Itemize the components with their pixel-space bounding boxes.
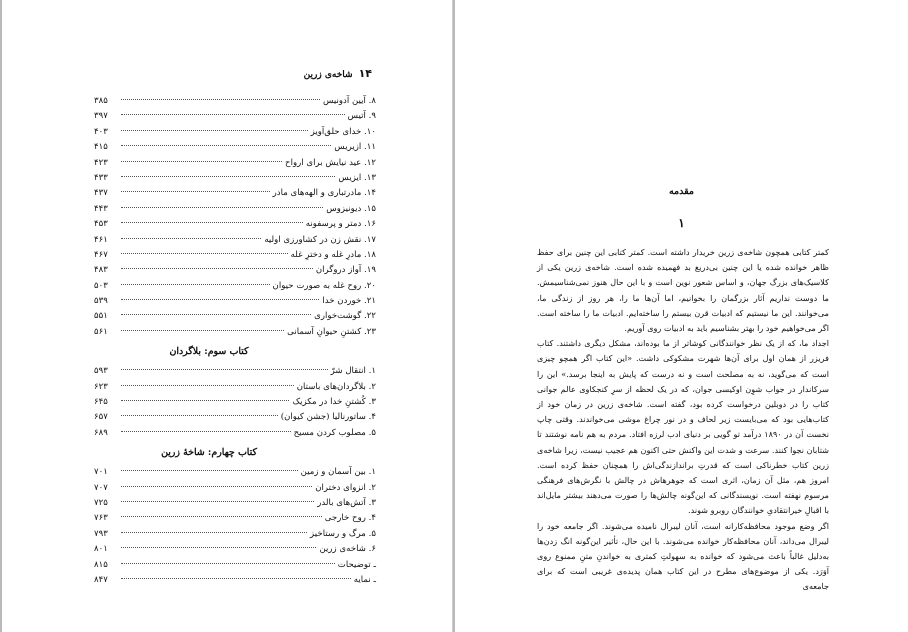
toc-entry-page: ۴۳۳ [94, 172, 108, 183]
toc-entry-page: ۵۳۹ [94, 296, 108, 307]
toc-entry-page: ۶۸۹ [94, 427, 108, 438]
toc-entry-title: ۵. مرگ و رستاخیز [310, 528, 376, 539]
toc-entry-page: ۷۲۵ [94, 497, 108, 508]
toc-entry-title: ـ توضیحات [337, 559, 376, 570]
toc-entry-page: ۶۴۵ [94, 397, 108, 408]
paragraph: کمتر کتابی همچون شاخه‌ی زرین خریدار داشته است. کمتر کتابی این چنین برای حفظ ظاهر خوانده شده یا این چنین بی‌دریغ بد فهمیده شده است. شاخه‌ی زرین یکی از کلاسیک‌های بزرگ جهان، و اساس شعور نوین است و با این حال هنوز نمی‌شناسیمش. ما دوست نداریم آثار بزرگمان را بخوانیم، اما آن‌ها ما را، هر روز از زندگی ما، می‌خوانند. این ما نیستیم که ادبیات قرن بیستم را ساخته‌ایم. ادبیات ما را ساخته است. اگر می‌خواهیم خود را بهتر بشناسیم باید به ادبیات روی آوریم. [537, 247, 829, 334]
toc-entry-page: ۴۵۳ [94, 219, 108, 230]
toc-entry-page: ۴۱۵ [94, 142, 108, 153]
toc-entry [94, 140, 376, 155]
toc-leader-dots [121, 314, 311, 315]
toc-entry-page: ۴۰۳ [94, 126, 108, 137]
toc-entry-title: ۹. آتیس [347, 111, 376, 122]
toc-leader-dots [121, 400, 289, 401]
toc-entry-title: ۲۱. خوردن خدا [322, 296, 376, 307]
toc-leader-dots [121, 191, 270, 192]
toc-leader-dots [121, 253, 288, 254]
paragraph: اگر وضع موجود محافظه‌کارانه است، آنان لیبرال نامیده می‌شوند. اگر جامعه خود را لیبرال می‌داند، آنان محافظه‌کار خوانده می‌شوند. با این حال، تأثیر این‌گونه انگ زدن‌ها به‌دلیل غالباً باعث می‌شود که خوانده به سهولتِ کمتری به خواندنِ متنِ ممنوع روی آوَرَد. یکی از موضوع‌های مطرح در این کتاب همان پدیده‌ی غریبی است که برای جامعه‌ی [537, 520, 829, 592]
toc-leader-dots [121, 130, 308, 131]
toc-entry-title: ۱. بین آسمان و زمین [300, 467, 376, 478]
toc-entry [94, 94, 376, 109]
toc-entry-title: ـ نمایه [353, 574, 376, 585]
toc-entry-page: ۷۶۳ [94, 513, 108, 524]
toc-leader-dots [121, 532, 307, 533]
paragraph: اجداد ما، که از یک نظر خوانندگانی کوشاتر از ما بوده‌اند، مشکل دیگری داشتند. کتاب فریزر از همان اول برای آن‌ها شهرت مشکوکی داشت. «این کتاب اگر همچو چیزی است که می‌گوید، نه به مصلحت است و نه درست که پایش به اینجا برسد.» این را سرکاندار در جواب شوِن اوکیسی جوان، که در یک لحظه از سرِ کنجکاوی عالم جوانی کتاب را در دوبلین درخواست کرده بود، گفته است. شاخه‌ی زرین در زمان خود از کتاب‌هایی بود که می‌بایست زیر لحاف و در نور چراغ موشی می‌خواندند. وقتی چاپ نخست آن در ۱۸۹۰ درآمد تو گویی بر دنیای ادب لرزه افتاد. مردم به هم نامه نوشتند تا شتابان نجوا کنند. سرعت و شدت این واکنش حتی اکنون هم عجیب نیست، زیرا شاخه‌ی زرین کتاب خطرناکی است که قدرتِ براندازندگی‌اش را همچنان حفظ کرده است. امروز هم، مثل آن زمان، اثری است که جوهرهاش در چالش با نگرش‌های فرهنگی مرسوم نهفته است. نویسندگانی که این‌گونه چالش‌ها را صورت می‌دهند بیشتر مایل‌اند با اقبالِ خیرانتقادیِ خوانندگان روبرو شوند. [537, 338, 829, 516]
toc-entry-title: ۱۳. ایزیس [338, 172, 376, 183]
toc-leader-dots [121, 385, 294, 386]
toc-entry [94, 410, 376, 425]
toc-leader-dots [121, 501, 314, 502]
left-page [2, 0, 453, 632]
toc-part1 [94, 94, 376, 340]
toc-entry-title: ۱۸. مادرِ غله و دخترِ غله [290, 249, 376, 260]
toc-entry-title: ۱. انتقال شرّ [330, 366, 376, 377]
toc-leader-dots [121, 114, 345, 115]
toc-leader-dots [121, 207, 323, 208]
toc-entry-title: ۱۰. خدای حلق‌آویز [310, 126, 376, 137]
toc-entry-title: ۲۰. روح غله به صورت حیوان [272, 280, 376, 291]
toc-entry-page: ۴۶۷ [94, 249, 108, 260]
toc-entry [94, 511, 376, 526]
toc-leader-dots [121, 486, 312, 487]
toc-entry-title: ۶. شاخه‌ی زرین [319, 544, 376, 555]
toc-leader-dots [121, 145, 331, 146]
toc-entry-title: ۲۳. کشتنِ حیوانِ آسمانی [287, 326, 376, 337]
right-page [455, 0, 908, 632]
toc-leader-dots [121, 369, 328, 370]
toc-entry [94, 558, 376, 573]
toc-entry [94, 426, 376, 441]
table-of-contents [94, 94, 376, 588]
toc-entry [94, 202, 376, 217]
toc-entry-title: ۲. انزوای دختران [315, 482, 376, 493]
toc-leader-dots [121, 516, 322, 517]
toc-entry-title: ۱۷. نقش زن در کشاورزی اولیه [264, 234, 376, 245]
toc-leader-dots [121, 547, 316, 548]
toc-leader-dots [121, 284, 270, 285]
book-title-header: شاخه‌ی زرین [303, 70, 353, 80]
toc-leader-dots [121, 563, 335, 564]
toc-entry [94, 325, 376, 340]
toc-entry [94, 481, 376, 496]
toc-leader-dots [121, 431, 291, 432]
toc-part4 [94, 465, 376, 588]
toc-entry-title: ۱۶. دمتر و پرسفونه [305, 219, 376, 230]
toc-entry [94, 309, 376, 324]
toc-entry-page: ۸۴۷ [94, 574, 108, 585]
toc-entry-page: ۵۰۳ [94, 280, 108, 291]
toc-entry-title: ۱۹. آواز دروگران [315, 265, 376, 276]
toc-entry [94, 364, 376, 379]
toc-entry [94, 186, 376, 201]
toc-leader-dots [121, 299, 319, 300]
toc-entry-page: ۸۱۵ [94, 559, 108, 570]
toc-entry [94, 109, 376, 124]
toc-entry-title: ۴. ساتورنالیا (جشن کیوان) [280, 412, 376, 423]
toc-entry-page: ۶۵۷ [94, 412, 108, 423]
toc-entry [94, 171, 376, 186]
toc-entry-page: ۴۲۳ [94, 157, 108, 168]
toc-leader-dots [121, 578, 351, 579]
page-header [304, 67, 372, 80]
toc-leader-dots [121, 470, 298, 471]
toc-leader-dots [121, 222, 303, 223]
toc-leader-dots [121, 161, 282, 162]
toc-entry-title: ۴. روح خارجی [324, 513, 376, 524]
toc-entry-page: ۳۸۵ [94, 96, 108, 106]
toc-entry-page: ۴۴۳ [94, 203, 108, 214]
chapter-title: مقدمه [668, 186, 695, 197]
toc-entry-page: ۴۳۷ [94, 188, 108, 199]
toc-entry-title: ۱۲. عید نیایش برای ارواح [285, 157, 376, 168]
toc-entry [94, 248, 376, 263]
toc-entry [94, 542, 376, 557]
toc-part3 [94, 364, 376, 441]
toc-entry [94, 294, 376, 309]
toc-leader-dots [121, 330, 284, 331]
toc-entry-title: ۲. بلاگردان‌های باستان [296, 381, 376, 392]
toc-entry [94, 125, 376, 140]
toc-entry [94, 496, 376, 511]
toc-entry-page: ۷۹۳ [94, 528, 108, 539]
toc-entry-page: ۴۸۳ [94, 265, 108, 276]
toc-entry [94, 156, 376, 171]
toc-entry-page: ۳۹۷ [94, 111, 108, 122]
toc-entry-title: ۵. مصلوب کردن مسیح [293, 427, 376, 438]
body-text [537, 245, 829, 595]
section-heading-book3: کتاب سوم: بلاگردان [169, 346, 249, 358]
toc-entry [94, 573, 376, 588]
toc-entry-page: ۵۹۳ [94, 366, 108, 377]
toc-entry-title: ۲۲. گوشت‌خواری [314, 311, 376, 322]
toc-entry-page: ۸۰۱ [94, 544, 108, 555]
toc-entry-page: ۷۰۷ [94, 482, 108, 493]
toc-leader-dots [121, 238, 261, 239]
section-number: ۱ [678, 216, 685, 230]
toc-entry-page: ۵۵۱ [94, 311, 108, 322]
toc-entry-page: ۵۶۱ [94, 326, 108, 337]
toc-entry [94, 527, 376, 542]
toc-leader-dots [121, 99, 320, 100]
toc-leader-dots [121, 176, 335, 177]
toc-entry-title: ۳. آتش‌های بالدر [317, 497, 376, 508]
toc-entry [94, 465, 376, 480]
toc-entry [94, 217, 376, 232]
section-heading-book4: کتاب چهارم: شاخهٔ زرین [161, 447, 257, 459]
page-number: ۱۴ [358, 67, 372, 80]
toc-leader-dots [121, 415, 278, 416]
toc-entry-page: ۷۰۱ [94, 467, 108, 478]
toc-entry [94, 380, 376, 395]
toc-entry-title: ۱۵. دیونیزوس [326, 203, 376, 214]
toc-leader-dots [121, 268, 313, 269]
toc-entry-title: ۸. آیین آدونیس [322, 96, 376, 106]
toc-entry-title: ۳. کُشتنِ خدا در مکزیک [292, 397, 376, 408]
toc-entry [94, 279, 376, 294]
toc-entry [94, 233, 376, 248]
toc-entry-page: ۴۶۱ [94, 234, 108, 245]
toc-entry-title: ۱۴. مادرتباری و الهه‌های مادر [272, 188, 376, 199]
toc-entry-page: ۶۲۳ [94, 381, 108, 392]
toc-entry [94, 263, 376, 278]
toc-entry-title: ۱۱. ازیریس [334, 142, 376, 153]
toc-entry [94, 395, 376, 410]
